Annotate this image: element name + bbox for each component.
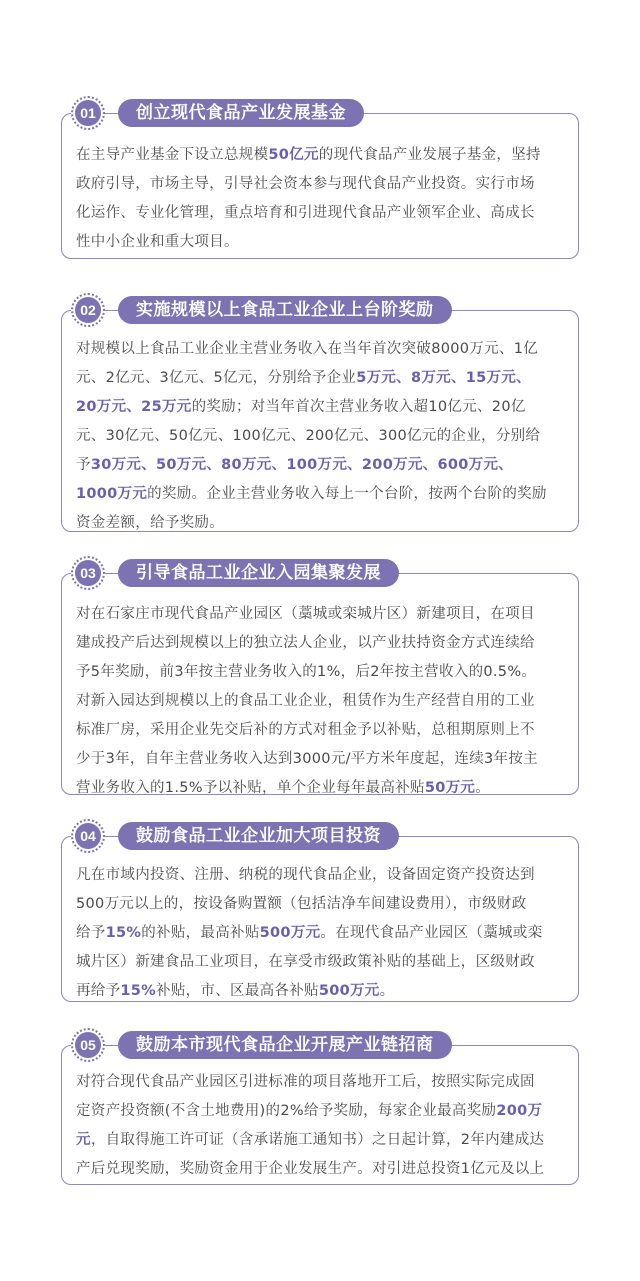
section-card-04 [61,836,579,1002]
highlight-text: 15% [120,983,157,999]
body-text: 予5年奖励，前3年按主营业务收入的1%，后2年按主营收入的0.5%。 [76,664,537,680]
section-number: 05 [75,1032,101,1058]
body-text: 。在现代食品产业园区（藁城或栾 [320,925,543,941]
paragraph-line [76,170,566,199]
paragraph-line [76,199,566,228]
paragraph-line [76,364,566,393]
section-body [62,1046,578,1184]
highlight-text: 15% [105,925,142,941]
header-rule [444,836,569,837]
paragraph-line [76,861,566,890]
section-number: 03 [75,560,101,586]
highlight-text: 50亿元 [268,147,319,163]
body-text: 化运作、专业化管理，重点培育和引进现代食品产业领军企业、高成长 [76,205,535,221]
paragraph-line [76,687,566,716]
paragraph-line [76,1155,566,1184]
body-text: ，自取得施工许可证（含承诺施工通知书）之日起计算，2年内建成达 [90,1132,545,1148]
body-text: 政府引导，市场主导，引导社会资本参与现代食品产业投资。实行市场 [76,176,535,192]
body-text: 营业务收入的1.5%予以补贴，单个企业每年最高补贴 [76,780,425,796]
body-text: 对规模以上食品工业企业主营业务收入在当年首次突破8000万元、1亿 [76,341,539,357]
section-card-05 [61,1045,579,1185]
header-rule [405,113,569,114]
highlight-text: 30万元、50万元、80万元、100万元、200万元、600万元、 [90,457,514,473]
body-text: 定资产投资额(不含土地费用)的2%给予奖励，每家企业最高奖励 [76,1103,497,1119]
body-text: 性中小企业和重大项目。 [76,234,239,250]
highlight-text: 1000万元 [76,486,148,502]
highlight-text: 500万元 [318,983,380,999]
section-card-02 [61,310,579,532]
highlight-text: 500万元 [259,925,321,941]
section-title: 鼓励食品工业企业加大项目投资 [118,822,399,850]
section-body [62,837,578,1006]
body-text: 产后兑现奖励，奖励资金用于企业发展生产。对引进总投资1亿元及以上 [76,1161,545,1177]
body-text: 元、30亿元、50亿元、100亿元、200亿元、300亿元的企业，分别给 [76,428,541,444]
section-number-badge [71,293,105,327]
paragraph-line [76,1068,566,1097]
body-text: 对在石家庄市现代食品产业园区（藁城或栾城片区）新建项目，在项目 [76,606,535,622]
body-text: 给予 [76,925,106,941]
paragraph-line [76,629,566,658]
body-text: 对符合现代食品产业园区引进标准的项目落地开工后，按照实际完成固 [76,1074,535,1090]
paragraph-line [76,141,566,170]
header-rule [444,573,569,574]
body-text: 城片区）新建食品工业项目，在享受市级政策补贴的基础上，区级财政 [76,954,535,970]
paragraph-line [76,451,566,480]
body-text: 建成投产后达到规模以上的独立法人企业，以产业扶持资金方式连续给 [76,635,535,651]
paragraph-line [76,1097,566,1126]
body-text: 标准厂房，采用企业先交后补的方式对租金予以补贴，总租期原则上不 [76,722,535,738]
paragraph-line [76,919,566,948]
body-text: 。 [475,780,491,796]
paragraph-line [76,600,566,629]
section-number-badge [71,96,105,130]
paragraph-line [76,422,566,451]
body-text: 的奖励；对当年首次主营业务收入超10亿元、20亿 [191,399,526,415]
section-number-badge [71,819,105,853]
body-text: 。 [379,983,395,999]
highlight-text: 20万元、25万元 [76,399,192,415]
body-text: 再给予 [76,983,121,999]
body-text: 的补贴，最高补贴 [141,925,260,941]
body-text: 予 [76,457,91,473]
header-rule [510,310,569,311]
section-title: 创立现代食品产业发展基金 [118,99,364,127]
body-text: 少于3年，自年主营业务收入达到3000元/平方米年度起，连续3年按主 [76,751,538,767]
paragraph-line [76,480,566,509]
body-text: 补贴，市、区最高各补贴 [156,983,319,999]
paragraph-line [76,774,566,803]
paragraph-line [76,509,566,538]
section-title: 实施规模以上食品工业企业上台阶奖励 [118,296,452,324]
highlight-text: 5万元、8万元、15万元、 [356,370,531,386]
paragraph-line [76,745,566,774]
section-body [62,114,578,257]
highlight-text: 元 [76,1132,91,1148]
header-rule [510,1045,569,1046]
body-text: 对新入园达到规模以上的食品工业企业，租赁作为生产经营自用的工业 [76,693,535,709]
section-number: 02 [75,297,101,323]
paragraph-line [76,393,566,422]
paragraph-line [76,716,566,745]
body-text: 的现代食品产业发展子基金，坚持 [318,147,541,163]
body-text: 在主导产业基金下设立总规模 [76,147,269,163]
section-title: 鼓励本市现代食品企业开展产业链招商 [118,1031,452,1059]
highlight-text: 50万元 [424,780,476,796]
paragraph-line [76,948,566,977]
section-body [62,311,578,538]
section-card-01 [61,113,579,259]
paragraph-line [76,228,566,257]
section-number-badge [71,556,105,590]
body-text: 资金差额，给予奖励。 [76,515,224,531]
body-text: 凡在市域内投资、注册、纳税的现代食品企业，设备固定资产投资达到 [76,867,535,883]
paragraph-line [76,977,566,1006]
section-number: 04 [75,823,101,849]
paragraph-line [76,335,566,364]
body-text: 的奖励。企业主营业务收入每上一个台阶，按两个台阶的奖励 [147,486,547,502]
section-title: 引导食品工业企业入园集聚发展 [118,559,399,587]
paragraph-line [76,1126,566,1155]
paragraph-line [76,658,566,687]
highlight-text: 200万 [496,1103,543,1119]
body-text: 元、2亿元、3亿元、5亿元，分别给予企业 [76,370,357,386]
section-card-03 [61,573,579,795]
section-body [62,574,578,803]
section-number-badge [71,1028,105,1062]
paragraph-line [76,890,566,919]
body-text: 500万元以上的，按设备购置额（包括洁净车间建设费用），市级财政 [76,896,527,912]
section-number: 01 [75,100,101,126]
